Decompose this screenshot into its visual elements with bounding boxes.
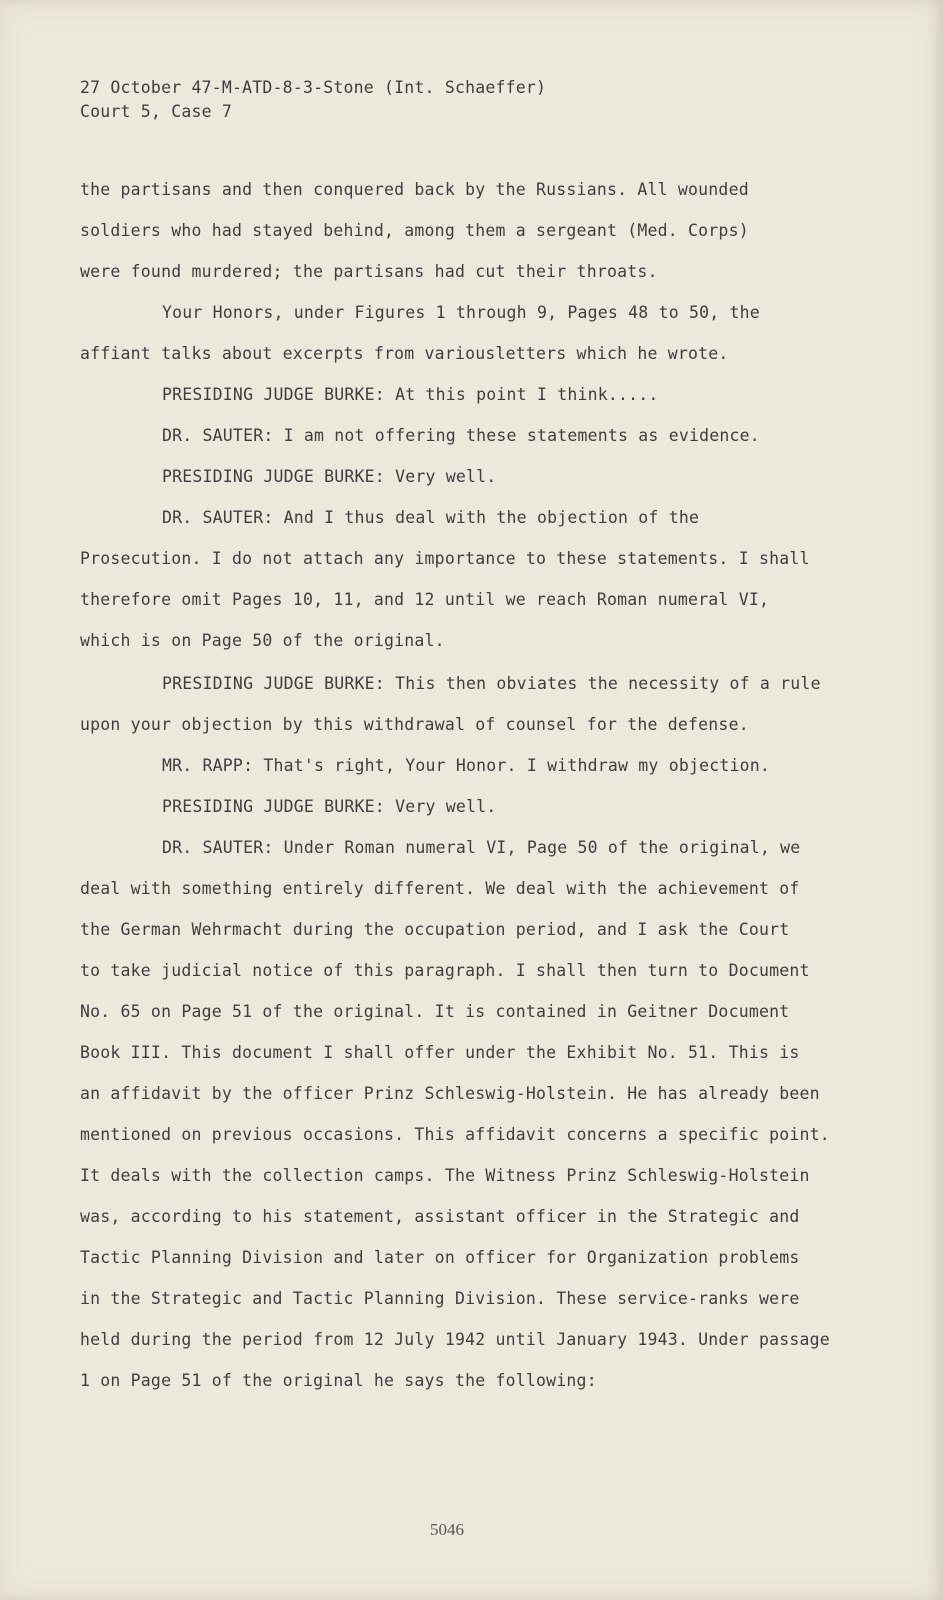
transcript-line: upon your objection by this withdrawal of counsel for the defense. xyxy=(80,715,749,734)
transcript-line: the German Wehrmacht during the occupation period, and I ask the Court xyxy=(80,920,790,939)
transcript-line: It deals with the collection camps. The Witness Prinz Schleswig-Holstein xyxy=(80,1166,810,1185)
transcript-line: the partisans and then conquered back by the Russians. All wounded xyxy=(80,180,749,199)
header-court-line: Court 5, Case 7 xyxy=(80,102,233,121)
transcript-line: Your Honors, under Figures 1 through 9, Pages 48 to 50, the xyxy=(162,303,760,322)
transcript-line: mentioned on previous occasions. This affidavit concerns a specific point. xyxy=(80,1125,830,1144)
transcript-line: DR. SAUTER: And I thus deal with the objection of the xyxy=(162,508,700,527)
page-number: 5046 xyxy=(430,1520,464,1539)
transcript-line: PRESIDING JUDGE BURKE: Very well. xyxy=(162,467,497,486)
transcript-line: PRESIDING JUDGE BURKE: At this point I think..... xyxy=(162,385,659,404)
transcript-line: DR. SAUTER: Under Roman numeral VI, Page 50 of the original, we xyxy=(162,838,801,857)
transcript-line: was, according to his statement, assistant officer in the Strategic and xyxy=(80,1207,800,1226)
transcript-line: in the Strategic and Tactic Planning Division. These service-ranks were xyxy=(80,1289,800,1308)
page-header xyxy=(80,76,546,124)
transcript-line: PRESIDING JUDGE BURKE: Very well. xyxy=(162,797,497,816)
transcript-line: held during the period from 12 July 1942 until January 1943. Under passage xyxy=(80,1330,830,1349)
transcript-line: therefore omit Pages 10, 11, and 12 until we reach Roman numeral VI, xyxy=(80,590,770,609)
transcript-line: were found murdered; the partisans had cut their throats. xyxy=(80,262,658,281)
transcript-line: which is on Page 50 of the original. xyxy=(80,631,445,650)
transcript-line: No. 65 on Page 51 of the original. It is contained in Geitner Document xyxy=(80,1002,790,1021)
transcript-line: soldiers who had stayed behind, among them a sergeant (Med. Corps) xyxy=(80,221,749,240)
header-session-line: 27 October 47-M-ATD-8-3-Stone (Int. Schaeffer) xyxy=(80,78,547,97)
transcript-line: an affidavit by the officer Prinz Schleswig-Holstein. He has already been xyxy=(80,1084,820,1103)
transcript-line: Book III. This document I shall offer under the Exhibit No. 51. This is xyxy=(80,1043,800,1062)
transcript-line: deal with something entirely different. We deal with the achievement of xyxy=(80,879,800,898)
transcript-line: Tactic Planning Division and later on officer for Organization problems xyxy=(80,1248,800,1267)
transcript-line: 1 on Page 51 of the original he says the following: xyxy=(80,1371,597,1390)
transcript-line: DR. SAUTER: I am not offering these statements as evidence. xyxy=(162,426,760,445)
transcript-line: PRESIDING JUDGE BURKE: This then obviates the necessity of a rule xyxy=(162,674,821,693)
transcript-line: MR. RAPP: That's right, Your Honor. I withdraw my objection. xyxy=(162,756,771,775)
transcript-line: to take judicial notice of this paragraph. I shall then turn to Document xyxy=(80,961,810,980)
transcript-line: Prosecution. I do not attach any importance to these statements. I shall xyxy=(80,549,810,568)
transcript-line: affiant talks about excerpts from variousletters which he wrote. xyxy=(80,344,729,363)
